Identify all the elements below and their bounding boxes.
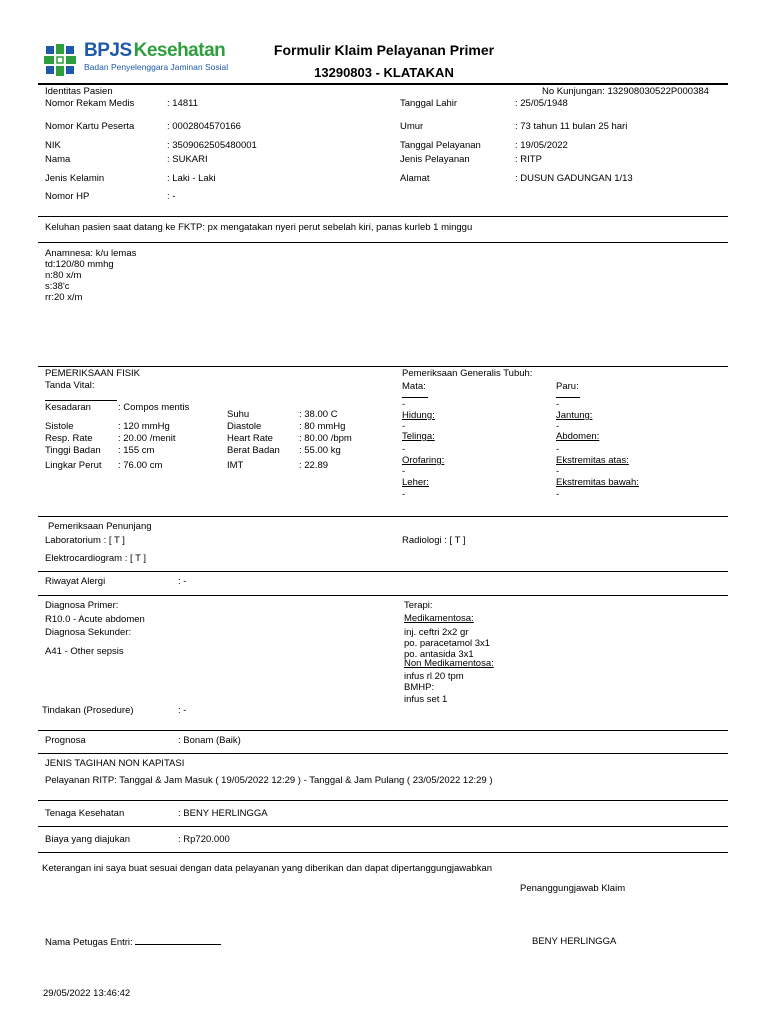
telinga-value: - bbox=[402, 444, 406, 455]
orofaring-label: Orofaring: bbox=[402, 455, 445, 466]
abdomen-label: Abdomen: bbox=[556, 431, 600, 442]
tanggal-pelayanan-value: : 19/05/2022 bbox=[515, 140, 568, 151]
paru-value: - bbox=[556, 399, 560, 410]
alamat-value: : DUSUN GADUNGAN 1/13 bbox=[515, 173, 633, 184]
ekstremitas-atas-value: - bbox=[556, 466, 560, 477]
medikamentosa-label: Medikamentosa: bbox=[404, 613, 474, 624]
tinggi-badan-label: Tinggi Badan bbox=[45, 445, 101, 456]
form-subtitle: 13290803 - KLATAKAN bbox=[314, 65, 454, 80]
tanggal-pelayanan-label: Tanggal Pelayanan bbox=[400, 140, 481, 151]
tanda-vital-label: Tanda Vital: bbox=[45, 380, 95, 391]
form-title: Formulir Klaim Pelayanan Primer bbox=[273, 42, 495, 58]
tenaga-label: Tenaga Kesehatan bbox=[45, 808, 125, 819]
diastole-label: Diastole bbox=[227, 421, 262, 432]
anamnesa-line: s:38'c bbox=[45, 281, 70, 292]
bmhp-label: BMHP: bbox=[404, 682, 435, 693]
leher-value: - bbox=[402, 489, 406, 500]
nomor-hp-label: Nomor HP bbox=[45, 191, 90, 202]
brand-kesehatan: Kesehatan bbox=[133, 40, 226, 61]
orofaring-value: - bbox=[402, 466, 406, 477]
hidung-value: - bbox=[402, 421, 406, 432]
mata-value: - bbox=[402, 399, 406, 410]
tindakan-value: : - bbox=[178, 705, 187, 716]
berat-badan-label: Berat Badan bbox=[227, 445, 280, 456]
umur-label: Umur bbox=[400, 121, 424, 132]
no-kunjungan: No Kunjungan: 132908030522P000384 bbox=[542, 86, 709, 97]
tanggal-lahir-label: Tanggal Lahir bbox=[400, 98, 458, 109]
resp-rate-value: : 20.00 /menit bbox=[118, 433, 176, 444]
jenis-pelayanan-value: : RITP bbox=[515, 154, 542, 165]
jenis-kelamin-label: Jenis Kelamin bbox=[45, 173, 105, 184]
prognosa-value: : Bonam (Baik) bbox=[178, 735, 241, 746]
heart-rate-label: Heart Rate bbox=[227, 433, 273, 444]
resp-rate-label: Resp. Rate bbox=[45, 433, 93, 444]
petugas-entri-label: Nama Petugas Entri: bbox=[45, 937, 133, 948]
petugas-entri bbox=[45, 936, 221, 948]
diagnosa-sekunder-label: Diagnosa Sekunder: bbox=[45, 627, 132, 638]
kesadaran-label: Kesadaran bbox=[45, 402, 91, 413]
terapi-label: Terapi: bbox=[404, 600, 433, 611]
jenis-kelamin-value: : Laki - Laki bbox=[167, 173, 216, 184]
sistole-label: Sistole bbox=[45, 421, 74, 432]
penanggungjawab-name: BENY HERLINGGA bbox=[532, 936, 617, 947]
tindakan-label: Tindakan (Prosedure) bbox=[42, 705, 134, 716]
diagnosa-sekunder-value: A41 - Other sepsis bbox=[45, 646, 124, 657]
laboratorium: Laboratorium : [ T ] bbox=[45, 535, 125, 546]
tanggal-lahir-value: : 25/05/1948 bbox=[515, 98, 568, 109]
suhu-label: Suhu bbox=[227, 409, 250, 420]
generalis-title: Pemeriksaan Generalis Tubuh: bbox=[402, 368, 533, 379]
petugas-entri-line bbox=[135, 936, 221, 945]
sistole-value: : 120 mmHg bbox=[118, 421, 170, 432]
biaya-label: Biaya yang diajukan bbox=[45, 834, 131, 845]
anamnesa-line: td:120/80 mmhg bbox=[45, 259, 114, 270]
umur-value: : 73 tahun 11 bulan 25 hari bbox=[515, 121, 628, 132]
abdomen-value: - bbox=[556, 444, 560, 455]
non-medikamentosa-label: Non Medikamentosa: bbox=[404, 658, 494, 669]
berat-badan-value: : 55.00 kg bbox=[299, 445, 341, 456]
nik-label: NIK bbox=[45, 140, 61, 151]
biaya-value: : Rp720.000 bbox=[178, 834, 230, 845]
keterangan: Keterangan ini saya buat sesuai dengan data pelayanan yang diberikan dan dapat dipertanggungjawabkan bbox=[42, 863, 493, 874]
print-timestamp: 29/05/2022 13:46:42 bbox=[43, 988, 131, 999]
diagnosa-primer-label: Diagnosa Primer: bbox=[45, 600, 119, 611]
rekam-medis-value: : 14811 bbox=[167, 98, 198, 109]
diagnosa-primer-value: R10.0 - Acute abdomen bbox=[45, 614, 145, 625]
medikamentosa-item: po. paracetamol 3x1 bbox=[404, 638, 491, 649]
diastole-value: : 80 mmHg bbox=[299, 421, 346, 432]
keluhan-text: Keluhan pasien saat datang ke FKTP: px mengatakan nyeri perut sebelah kiri, panas kurleb 1 minggu bbox=[45, 222, 473, 233]
tinggi-badan-value: : 155 cm bbox=[118, 445, 155, 456]
anamnesa-line: rr:20 x/m bbox=[45, 292, 83, 303]
jantung-label: Jantung: bbox=[556, 410, 593, 421]
paru-label: Paru: bbox=[556, 381, 579, 392]
elektrocardiogram: Elektrocardiogram : [ T ] bbox=[45, 553, 147, 564]
ekstremitas-atas-label: Ekstremitas atas: bbox=[556, 455, 629, 466]
lingkar-perut-value: : 76.00 cm bbox=[118, 460, 163, 471]
leher-label: Leher: bbox=[402, 477, 429, 488]
alamat-label: Alamat bbox=[400, 173, 430, 184]
nik-value: : 3509062505480001 bbox=[167, 140, 257, 151]
ekstremitas-bawah-label: Ekstremitas bawah: bbox=[556, 477, 639, 488]
radiologi: Radiologi : [ T ] bbox=[402, 535, 466, 546]
alergi-label: Riwayat Alergi bbox=[45, 576, 106, 587]
nama-value: : SUKARI bbox=[167, 154, 208, 165]
imt-label: IMT bbox=[227, 460, 244, 471]
penunjang-title: Pemeriksaan Penunjang bbox=[48, 521, 152, 532]
kesadaran-value: : Compos mentis bbox=[118, 402, 190, 413]
medikamentosa-item: po. antasida 3x1 bbox=[404, 649, 474, 660]
jantung-value: - bbox=[556, 421, 560, 432]
imt-value: : 22.89 bbox=[299, 460, 329, 471]
brand-bpjs: BPJS bbox=[84, 40, 132, 61]
nama-label: Nama bbox=[45, 154, 71, 165]
kartu-peserta-value: : 0002804570166 bbox=[167, 121, 241, 132]
alergi-value: : - bbox=[178, 576, 187, 587]
bmhp-value: infus set 1 bbox=[404, 694, 448, 705]
heart-rate-value: : 80.00 /bpm bbox=[299, 433, 352, 444]
anamnesa-line: n:80 x/m bbox=[45, 270, 82, 281]
hidung-label: Hidung: bbox=[402, 410, 435, 421]
anamnesa-line: Anamnesa: k/u lemas bbox=[45, 248, 137, 259]
non-medikamentosa-value: infus rl 20 tpm bbox=[404, 671, 464, 682]
prognosa-label: Prognosa bbox=[45, 735, 86, 746]
identitas-label: Identitas Pasien bbox=[45, 86, 113, 97]
brand-tagline: Badan Penyelenggara Jaminan Sosial bbox=[84, 62, 229, 72]
lingkar-perut-label: Lingkar Perut bbox=[45, 460, 102, 471]
tagihan-detail: Pelayanan RITP: Tanggal & Jam Masuk ( 19/05/2022 12:29 ) - Tanggal & Jam Pulang ( 23/05/2022 12:29 ) bbox=[45, 775, 493, 786]
suhu-value: : 38.00 C bbox=[299, 409, 338, 420]
kartu-peserta-label: Nomor Kartu Peserta bbox=[45, 121, 135, 132]
ekstremitas-bawah-value: - bbox=[556, 489, 560, 500]
tenaga-value: : BENY HERLINGGA bbox=[178, 808, 268, 819]
penanggungjawab-label: Penanggungjawab Klaim bbox=[520, 883, 626, 894]
medikamentosa-item: inj. ceftri 2x2 gr bbox=[404, 627, 469, 638]
rekam-medis-label: Nomor Rekam Medis bbox=[45, 98, 135, 109]
jenis-pelayanan-label: Jenis Pelayanan bbox=[400, 154, 470, 165]
mata-label: Mata: bbox=[402, 381, 426, 392]
telinga-label: Telinga: bbox=[402, 431, 435, 442]
fisik-title: PEMERIKSAAN FISIK bbox=[45, 368, 141, 379]
nomor-hp-value: : - bbox=[167, 191, 176, 202]
tagihan-title: JENIS TAGIHAN NON KAPITASI bbox=[45, 758, 185, 769]
